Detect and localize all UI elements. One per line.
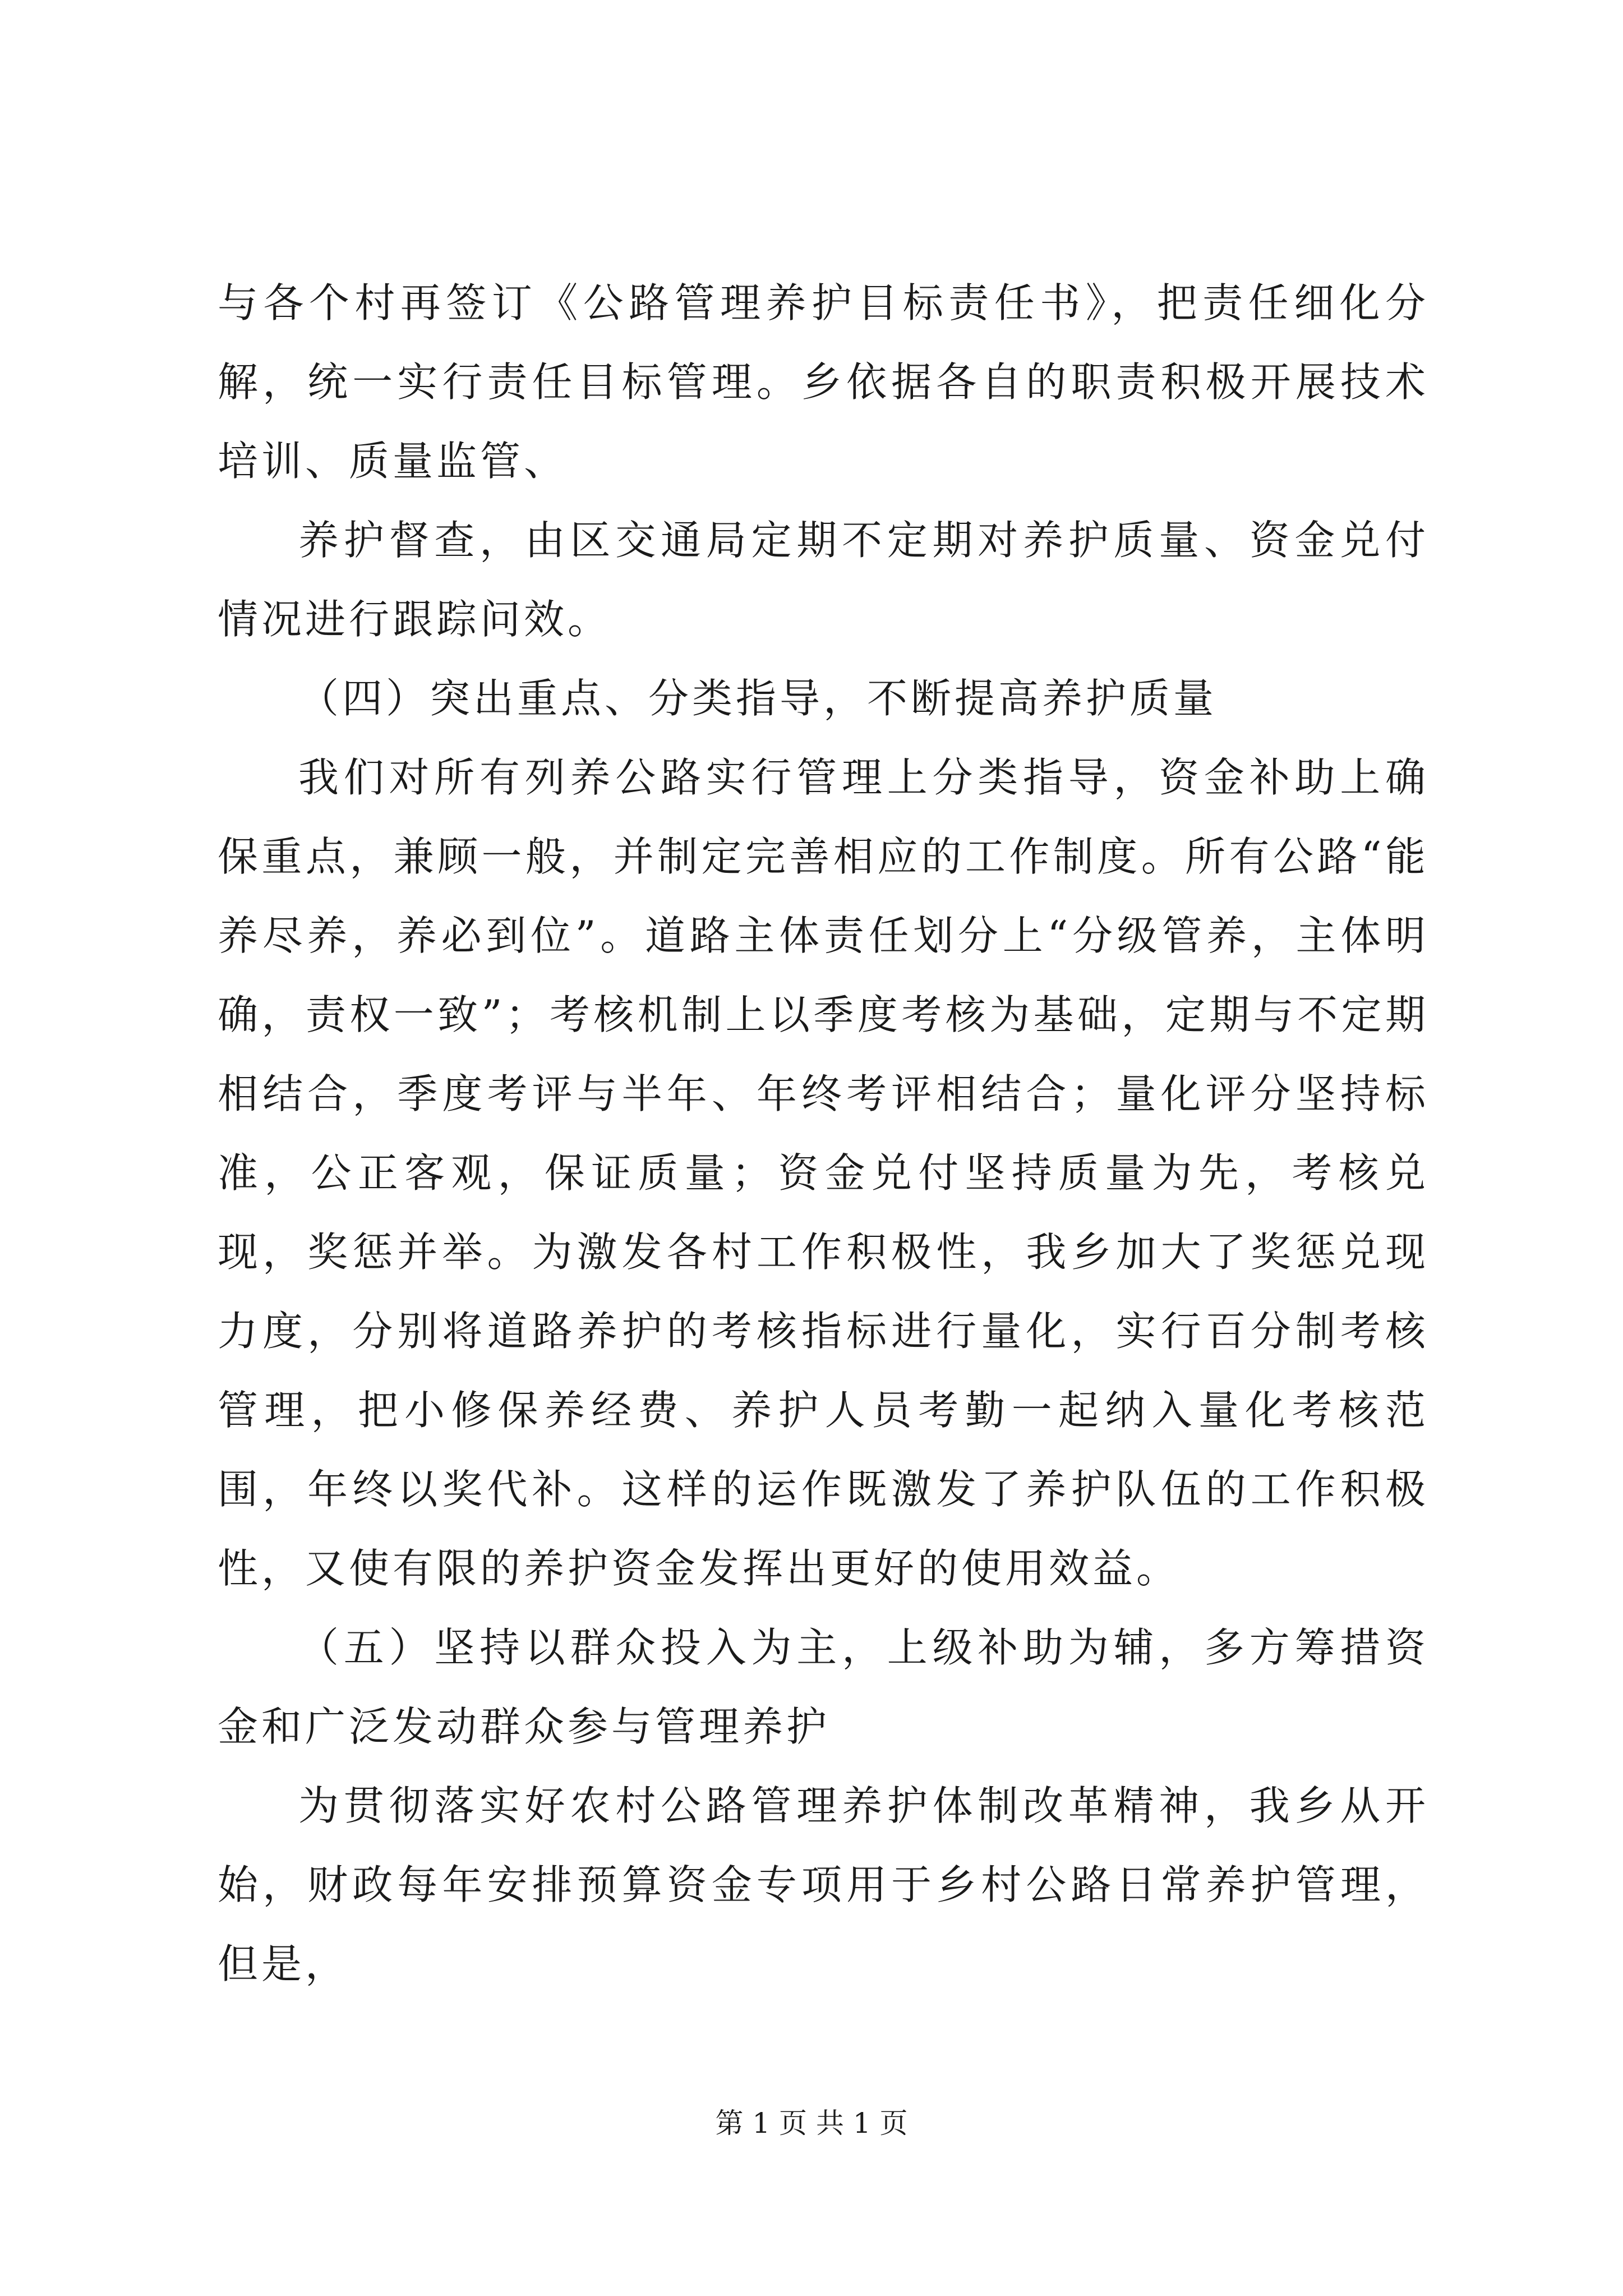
page-footer: 第 1 页 共 1 页: [715, 2107, 908, 2139]
section-heading-4: （四）突出重点、分类指导，不断提高养护质量: [298, 675, 1218, 722]
paragraph-3: 我们对所有列养公路实行管理上分类指导，资金补助上确保重点，兼顾一般，并制定完善相应的工作制度。所有公路“能养尽养，养必到位”。道路主体责任划分上“分级管养，主体明确，责权一致”；考核机制上以季度考核为基础，定期与不定期相结合，季度考评与半年、年终考评相结合；量化评分坚持标准，公正客观，保证质量；资金兑付坚持质量为先，考核兑现，奖惩并举。为激发各村工作积极性，我乡加大了奖惩兑现力度，分别将道路养护的考核指标进行量化，实行百分制考核管理，把小修保养经费、养护人员考勤一起纳入量化考核范围，年终以奖代补。这样的运作既激发了养护队伍的工作积极性，又使有限的养护资金发挥出更好的使用效益。: [218, 754, 1429, 1592]
paragraph-1: 与各个村再签订《公路管理养护目标责任书》，把责任细化分解，统一实行责任目标管理。乡依据各自的职责积极开展技术培训、质量监管、: [218, 279, 1429, 485]
paragraph-4: 为贯彻落实好农村公路管理养护体制改革精神，我乡从开始，财政每年安排预算资金专项用于乡村公路日常养护管理，但是，: [218, 1782, 1429, 1987]
paragraph-2: 养护督查，由区交通局定期不定期对养护质量、资金兑付情况进行跟踪问效。: [218, 517, 1429, 643]
body-text: [218, 264, 1429, 2004]
section-heading-5: （五）坚持以群众投入为主，上级补助为辅，多方筹措资金和广泛发动群众参与管理养护: [218, 1624, 1429, 1750]
